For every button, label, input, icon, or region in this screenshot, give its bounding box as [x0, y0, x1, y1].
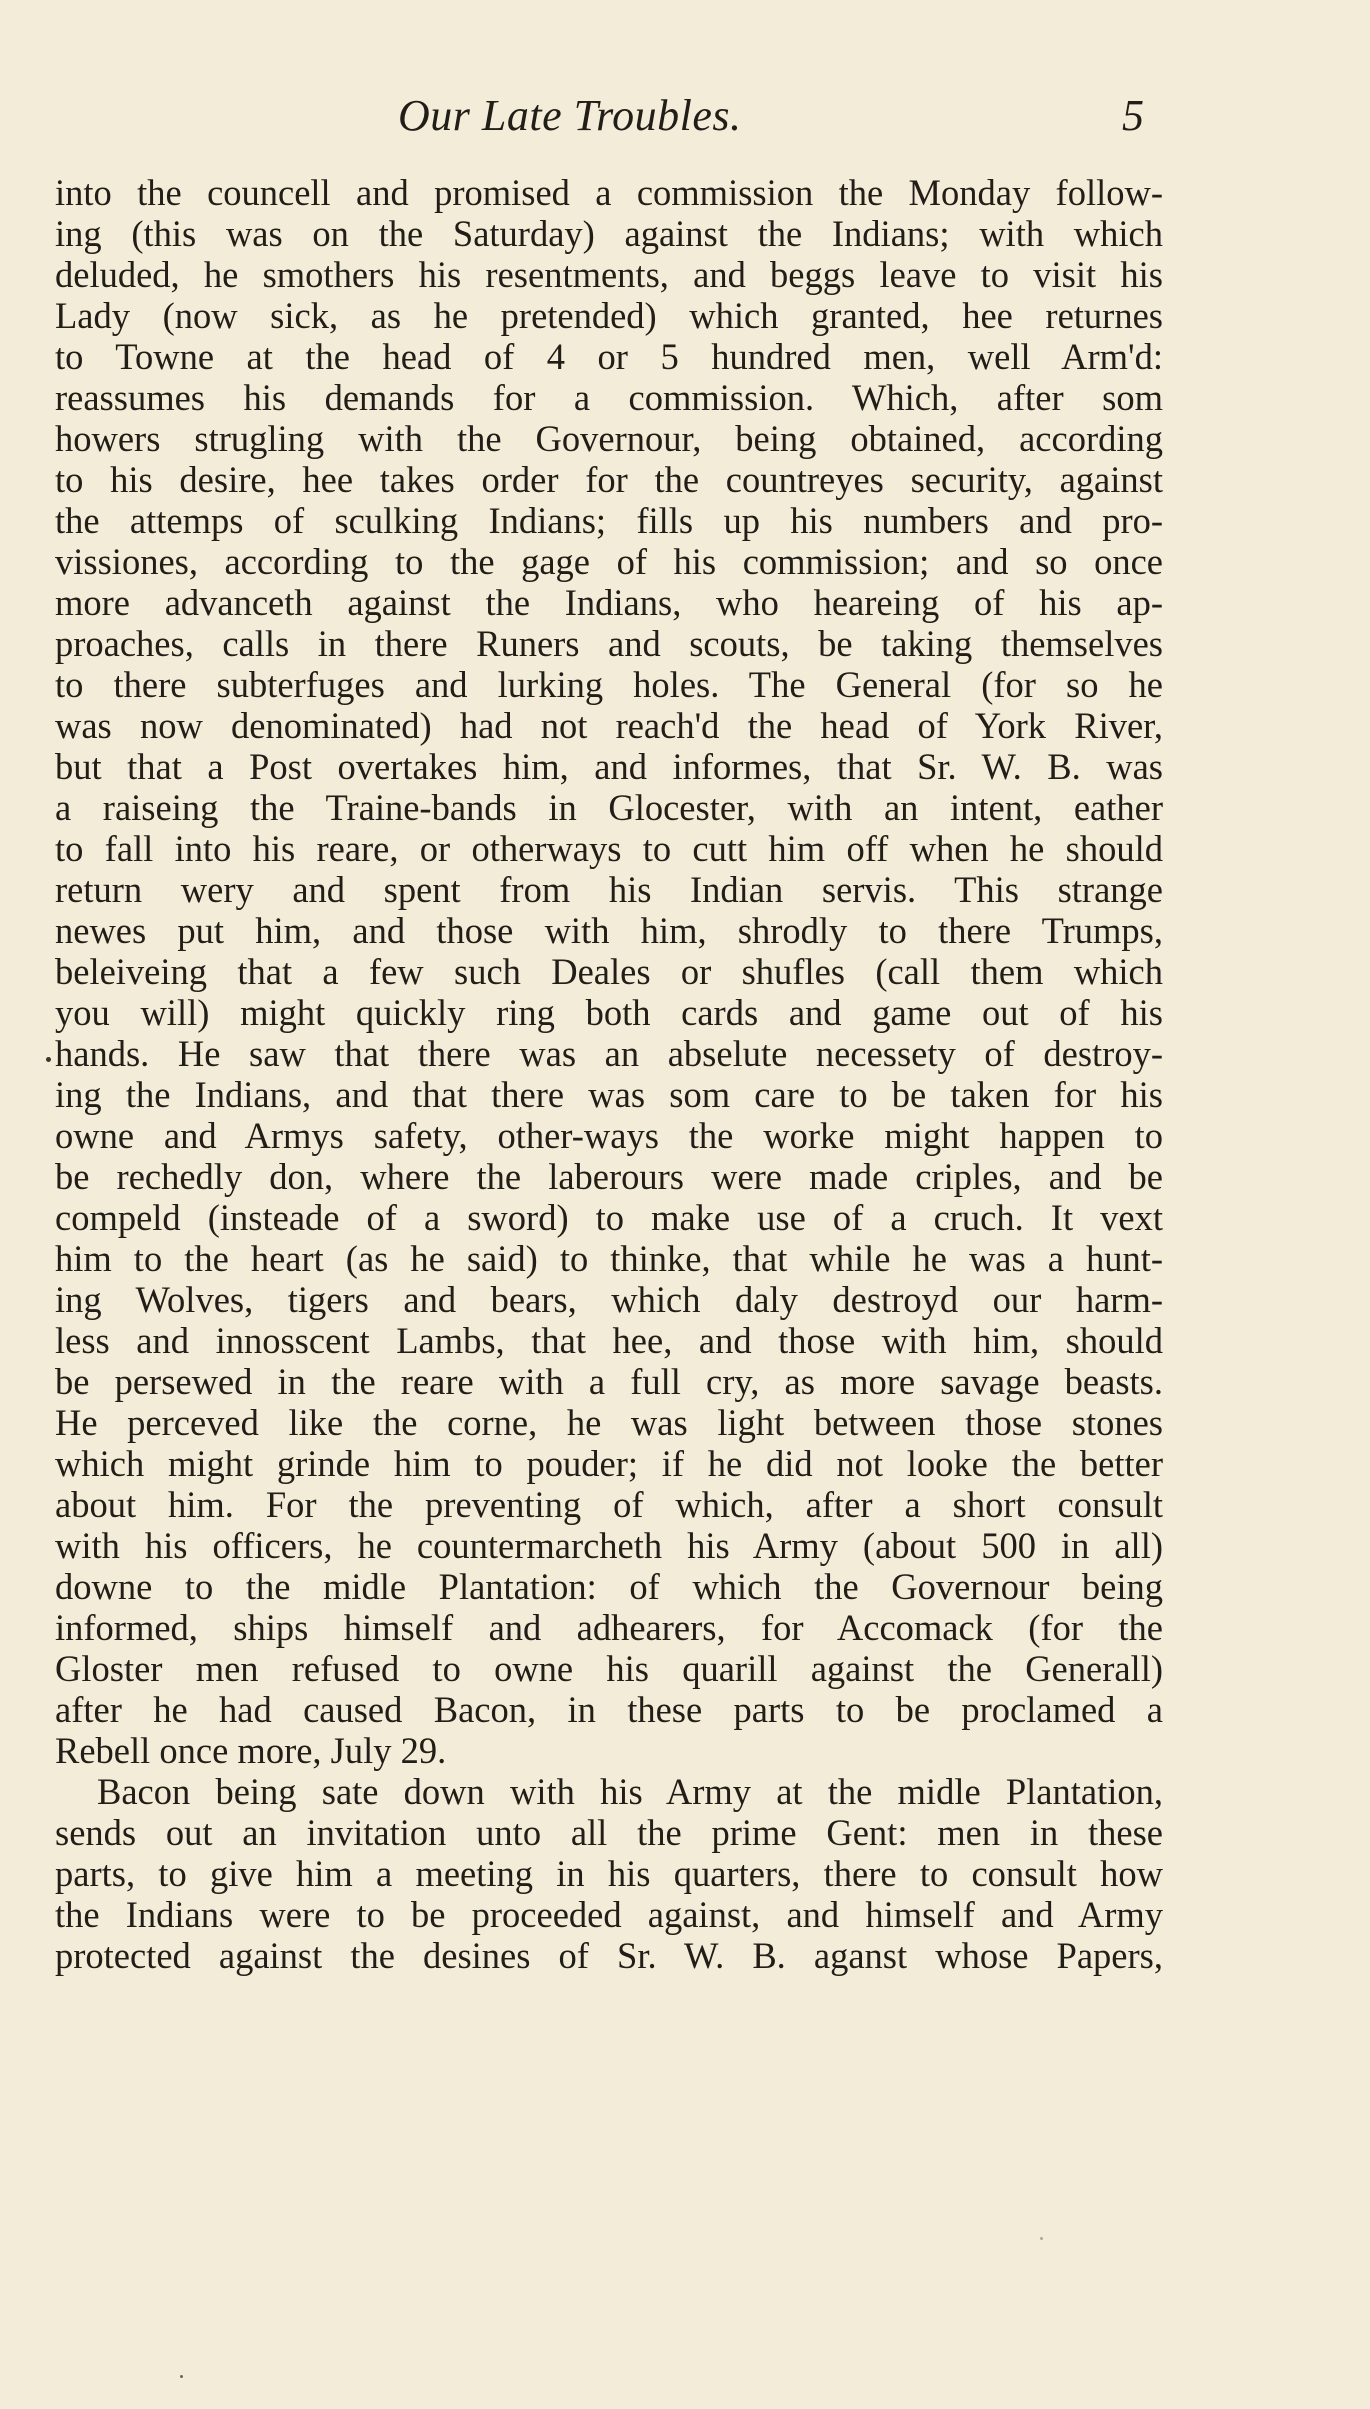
text-line: sends out an invitation unto all the prime Gent: men in these: [55, 1812, 1163, 1853]
text-line: downe to the midle Plantation: of which the Governour being: [55, 1566, 1163, 1607]
text-line: Bacon being sate down with his Army at the midle Plantation,: [97, 1771, 1163, 1812]
text-line: a raiseing the Traine-bands in Glocester, with an intent, eather: [55, 787, 1163, 828]
running-head: [0, 86, 1370, 146]
text-line: to fall into his reare, or otherways to cutt him off when he should: [55, 828, 1163, 869]
text-line: return wery and spent from his Indian servis. This strange: [55, 869, 1163, 910]
text-line: Lady (now sick, as he pretended) which granted, hee returnes: [55, 295, 1163, 336]
text-line: ing the Indians, and that there was som care to be taken for his: [55, 1074, 1163, 1115]
text-line: Gloster men refused to owne his quarill against the Generall): [55, 1648, 1163, 1689]
text-line: with his officers, he countermarcheth his Army (about 500 in all): [55, 1525, 1163, 1566]
text-line: be persewed in the reare with a full cry, as more savage beasts.: [55, 1361, 1163, 1402]
text-line: the attemps of sculking Indians; fills up his numbers and pro-: [55, 500, 1163, 541]
text-line: howers strugling with the Governour, being obtained, according: [55, 418, 1163, 459]
text-line: deluded, he smothers his resentments, and beggs leave to visit his: [55, 254, 1163, 295]
text-line: the Indians were to be proceeded against, and himself and Army: [55, 1894, 1163, 1935]
paper-speck: [180, 2375, 183, 2378]
text-line: Rebell once more, July 29.: [55, 1730, 447, 1771]
text-line: him to the heart (as he said) to thinke, that while he was a hunt-: [55, 1238, 1163, 1279]
text-line: vissiones, according to the gage of his commission; and so once: [55, 541, 1163, 582]
paper-speck: [1040, 2237, 1043, 2240]
text-line: parts, to give him a meeting in his quarters, there to consult how: [55, 1853, 1163, 1894]
text-line: to Towne at the head of 4 or 5 hundred men, well Arm'd:: [55, 336, 1163, 377]
text-line: after he had caused Bacon, in these parts to be proclamed a: [55, 1689, 1163, 1730]
text-line: compeld (insteade of a sword) to make use of a cruch. It vext: [55, 1197, 1163, 1238]
text-line: less and innosscent Lambs, that hee, and those with him, should: [55, 1320, 1163, 1361]
text-line: He perceved like the corne, he was light between those stones: [55, 1402, 1163, 1443]
text-line: beleiveing that a few such Deales or shufles (call them which: [55, 951, 1163, 992]
text-line: newes put him, and those with him, shrodly to there Trumps,: [55, 910, 1163, 951]
text-line: but that a Post overtakes him, and informes, that Sr. W. B. was: [55, 746, 1163, 787]
running-title: Our Late Troubles.: [398, 91, 742, 140]
text-line: informed, ships himself and adhearers, for Accomack (for the: [55, 1607, 1163, 1648]
text-line: was now denominated) had not reach'd the head of York River,: [55, 705, 1163, 746]
text-line: about him. For the preventing of which, after a short consult: [55, 1484, 1163, 1525]
text-line: into the councell and promised a commission the Monday follow-: [55, 172, 1163, 213]
text-line: proaches, calls in there Runers and scouts, be taking themselves: [55, 623, 1163, 664]
text-line: protected against the desines of Sr. W. B. aganst whose Papers,: [55, 1935, 1163, 1976]
text-line: ing Wolves, tigers and bears, which daly destroyd our harm-: [55, 1279, 1163, 1320]
text-line: which might grinde him to pouder; if he did not looke the better: [55, 1443, 1163, 1484]
text-line: owne and Armys safety, other-ways the worke might happen to: [55, 1115, 1163, 1156]
page-number: 5: [1122, 91, 1144, 140]
text-line: reassumes his demands for a commission. Which, after som: [55, 377, 1163, 418]
body-text: [55, 172, 1163, 1976]
text-line: be rechedly don, where the laberours were made criples, and be: [55, 1156, 1163, 1197]
margin-dot-mark: [46, 1057, 51, 1062]
text-line: more advanceth against the Indians, who heareing of his ap-: [55, 582, 1163, 623]
text-line: to his desire, hee takes order for the countreyes security, against: [55, 459, 1163, 500]
text-line: hands. He saw that there was an abselute necessety of destroy-: [55, 1033, 1163, 1074]
text-line: ing (this was on the Saturday) against the Indians; with which: [55, 213, 1163, 254]
text-line: to there subterfuges and lurking holes. The General (for so he: [55, 664, 1163, 705]
text-line: you will) might quickly ring both cards and game out of his: [55, 992, 1163, 1033]
